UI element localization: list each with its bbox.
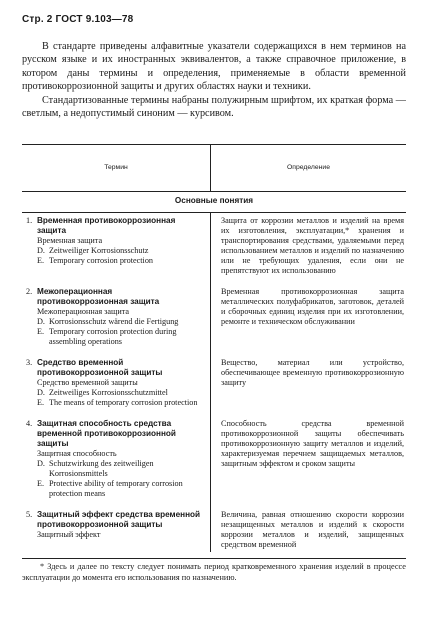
term-name: Защитный эффект средства временной противокоррозионной защиты — [37, 510, 201, 529]
term-number: 3. — [26, 358, 33, 367]
intro-paragraph-1: В стандарте приведены алфавитные указатели содержащихся в нем терминов на русском языке и их иностранных эквивалентов, а также справочное приложение, в котором даны термины и определения, применяемые в области временной противокоррозионной защиты и других областях науки и техники. — [22, 41, 406, 93]
footnote — [22, 558, 406, 583]
lang-code: E. — [37, 327, 45, 336]
term-name: Средство временной противокоррозионной защиты — [37, 358, 163, 377]
term-name: Межоперационная противокоррозионная защита — [37, 287, 160, 306]
section-title: Основные понятия — [22, 192, 406, 213]
table-row — [22, 284, 406, 355]
table-row — [22, 507, 406, 552]
term-number: 4. — [26, 419, 33, 428]
term-short-form: Защитная способность — [37, 449, 117, 458]
term-definition: Временная противокоррозионная защита металлических полуфабрикатов, заготовок, деталей и сборочных единиц изделия при их изготовлении, ремонте и техническом обслуживании — [221, 287, 404, 326]
term-short-form: Временная защита — [37, 236, 103, 245]
table-row — [22, 416, 406, 507]
terms-table — [22, 144, 406, 552]
lang-equivalent: Temporary corrosion protection — [49, 256, 154, 265]
intro-paragraph-2: Стандартизованные термины набраны полужирным шрифтом, их краткая форма — светлым, а недопустимый синоним — курсивом. — [22, 94, 406, 120]
intro-text — [22, 40, 406, 120]
term-number: 2. — [26, 287, 33, 296]
lang-equivalent: Protective ability of temporary corrosion protection means — [49, 479, 183, 498]
term-name: Временная противокоррозионная защита — [37, 216, 176, 235]
lang-equivalent: Korrosionsschutz wärend die Fertigung — [49, 317, 179, 326]
lang-code: E. — [37, 398, 45, 407]
term-short-form: Средство временной защиты — [37, 378, 138, 387]
lang-equivalent: The means of temporary corrosion protection — [49, 398, 198, 407]
lang-equivalent: Schutzwirkung des zeitweiligen Korrosionsmittels — [49, 459, 154, 478]
lang-equivalent: Zeitweiliges Korrosionsschutzmittel — [49, 388, 168, 397]
column-header-term: Термин — [22, 145, 211, 192]
lang-equivalent: Temporary corrosion protection during assembling operations — [49, 327, 177, 346]
column-header-definition: Определение — [211, 145, 407, 192]
lang-code: E. — [37, 479, 45, 488]
term-definition: Величина, равная отношению скорости коррозии незащищенных металлов и изделий к скорости коррозии металлов и изделий, защищенных средством временной — [221, 510, 404, 549]
term-short-form: Защитный эффект — [37, 530, 101, 539]
lang-equivalent: Zeitweiliger Korrosionsschutz — [49, 246, 149, 255]
term-number: 5. — [26, 510, 33, 519]
footnote-text: * Здесь и далее по тексту следует понимать период кратковременного хранения изделий в процессе эксплуатации до момента его использования по назначению. — [22, 562, 406, 582]
lang-code: D. — [37, 388, 45, 397]
term-short-form: Межоперационная защита — [37, 307, 130, 316]
term-definition: Вещество, материал или устройство, обеспечивающее временную противокоррозионную защиту — [221, 358, 404, 387]
term-definition: Защита от коррозии металлов и изделий на время их изготовления, эксплуатации,* хранения и транспортирования средствами, удаляемыми перед использованием металлов и изделий по назначению или не требующих удаления, если они не препятствуют их использованию — [221, 216, 404, 275]
term-name: Защитная способность средства временной противокоррозионной защиты — [37, 419, 176, 448]
term-number: 1. — [26, 216, 33, 225]
lang-code: E. — [37, 256, 45, 265]
lang-code: D. — [37, 459, 45, 468]
table-row — [22, 355, 406, 416]
lang-code: D. — [37, 246, 45, 255]
term-definition: Способность средства временной противокоррозионной защиты обеспечивать противокоррозионную защиту металлов и изделий, характеризуемая перечнем защищаемых металлов, защитным эффектом и сроком защиты — [221, 419, 404, 468]
lang-code: D. — [37, 317, 45, 326]
page-header: Стр. 2 ГОСТ 9.103—78 — [22, 14, 134, 25]
table-row — [22, 213, 406, 285]
